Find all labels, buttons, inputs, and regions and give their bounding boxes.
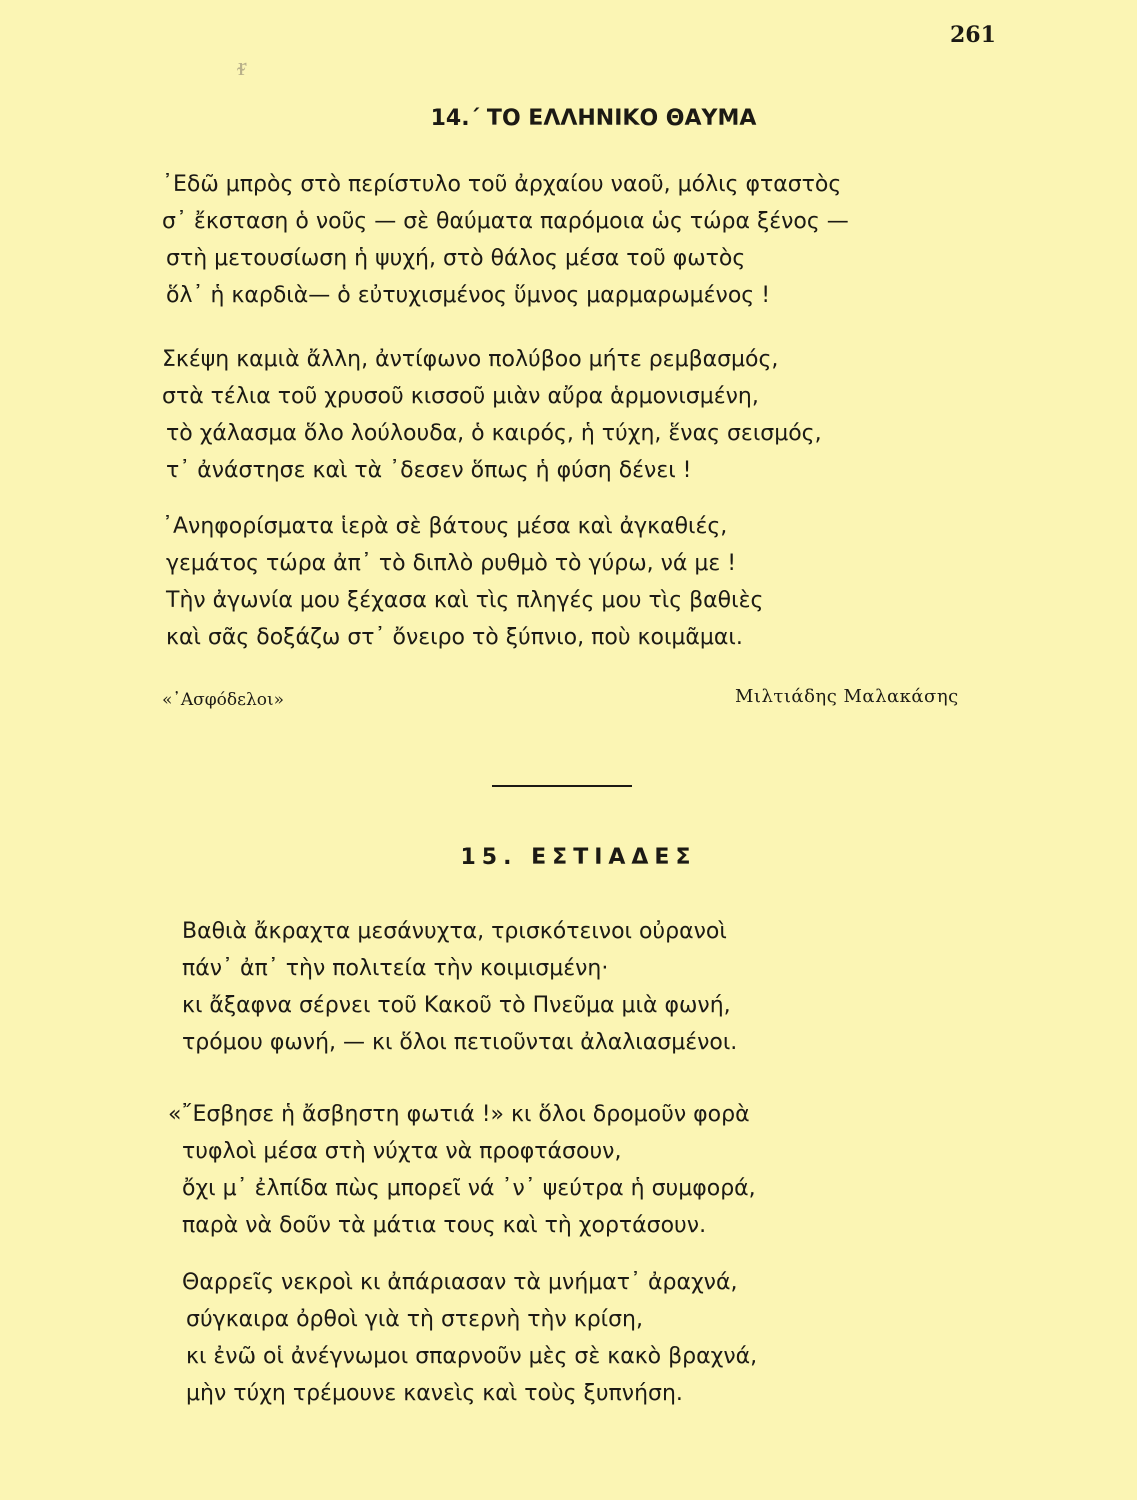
section-divider xyxy=(492,785,632,787)
poem-14-stanza-3 xyxy=(162,508,763,656)
verse-line: ὅλ᾿ ἡ καρδιὰ— ὁ εὐτυχισμένος ὕμνος μαρμαρωμένος ! xyxy=(166,283,771,308)
verse-line: παρὰ νὰ δοῦν τὰ μάτια τους καὶ τὴ χορτάσουν. xyxy=(182,1213,707,1238)
poem-14-author: Μιλτιάδης Μαλακάσης xyxy=(735,686,959,707)
verse-line: Σκέψη καμιὰ ἄλλη, ἀντίφωνο πολύβοο μήτε ρεμβασμός, xyxy=(162,347,779,372)
verse-line: ὄχι μ᾿ ἐλπίδα πὼς μπορεῖ νά ᾿ν᾿ ψεύτρα ἡ συμφορά, xyxy=(182,1176,756,1201)
poem-15-title: 15. ΕΣΤΙΑΔΕΣ xyxy=(460,845,697,870)
verse-line: πάν᾿ ἀπ᾿ τὴν πολιτεία τὴν κοιμισμένη· xyxy=(182,956,609,981)
poem-14-stanza-1 xyxy=(162,166,849,314)
verse-line: Τὴν ἀγωνία μου ξέχασα καὶ τὶς πληγές μου τὶς βαθιὲς xyxy=(166,588,764,613)
poem-14-stanza-2 xyxy=(162,341,822,489)
ink-blot-mark: ᵲ xyxy=(238,52,247,82)
verse-line: τρόμου φωνή, — κι ὅλοι πετιοῦνται ἀλαλιασμένοι. xyxy=(182,1030,738,1055)
poem-15-stanza-3 xyxy=(182,1264,757,1412)
verse-line: «῎Εσβησε ἡ ἄσβηστη φωτιά !» κι ὅλοι δρομοῦν φορὰ xyxy=(168,1102,750,1127)
verse-line: μὴν τύχη τρέμουνε κανεὶς καὶ τοὺς ξυπνήση. xyxy=(186,1381,683,1406)
poem-15-stanza-2 xyxy=(168,1096,756,1244)
verse-line: τ᾿ ἀνάστησε καὶ τὰ ᾿δεσεν ὅπως ἡ φύση δένει ! xyxy=(166,458,692,483)
verse-line: καὶ σᾶς δοξάζω στ᾿ ὄνειρο τὸ ξύπνιο, ποὺ κοιμᾶμαι. xyxy=(166,625,743,650)
verse-line: σύγκαιρα ὀρθοὶ γιὰ τὴ στερνὴ τὴν κρίση, xyxy=(186,1307,643,1332)
verse-line: κι ἐνῶ οἱ ἀνέγνωμοι σπαρνοῦν μὲς σὲ κακὸ βραχνά, xyxy=(186,1344,758,1369)
verse-line: ᾿Εδῶ μπρὸς στὸ περίστυλο τοῦ ἀρχαίου ναοῦ, μόλις φταστὸς xyxy=(162,172,842,197)
verse-line: στὰ τέλια τοῦ χρυσοῦ κισσοῦ μιὰν αὔρα ἁρμονισμένη, xyxy=(162,384,759,409)
verse-line: σ᾿ ἔκσταση ὁ νοῦς — σὲ θαύματα παρόμοια ὡς τώρα ξένος — xyxy=(162,209,849,234)
verse-line: Θαρρεῖς νεκροὶ κι ἀπάριασαν τὰ μνήματ᾿ ἀραχνά, xyxy=(182,1270,738,1295)
verse-line: Βαθιὰ ἄκραχτα μεσάνυχτα, τρισκότεινοι οὐρανοὶ xyxy=(182,919,727,944)
poem-14-title: 14.΄ ΤΟ ΕΛΛΗΝΙΚΟ ΘΑΥΜΑ xyxy=(430,106,757,131)
verse-line: ᾿Ανηφορίσματα ἱερὰ σὲ βάτους μέσα καὶ ἀγκαθιές, xyxy=(162,514,728,539)
verse-line: τυφλοὶ μέσα στὴ νύχτα νὰ προφτάσουν, xyxy=(182,1139,622,1164)
poem-14-source: «᾿Ασφόδελοι» xyxy=(162,690,285,710)
verse-line: στὴ μετουσίωση ἡ ψυχή, στὸ θάλος μέσα τοῦ φωτὸς xyxy=(166,246,746,271)
verse-line: γεμάτος τώρα ἀπ᾿ τὸ διπλὸ ρυθμὸ τὸ γύρω, νά με ! xyxy=(166,551,737,576)
page-number: 261 xyxy=(950,22,996,48)
verse-line: τὸ χάλασμα ὅλο λούλουδα, ὁ καιρός, ἡ τύχη, ἕνας σεισμός, xyxy=(166,421,822,446)
verse-line: κι ἄξαφνα σέρνει τοῦ Κακοῦ τὸ Πνεῦμα μιὰ φωνή, xyxy=(182,993,731,1018)
poem-15-stanza-1 xyxy=(182,913,737,1061)
